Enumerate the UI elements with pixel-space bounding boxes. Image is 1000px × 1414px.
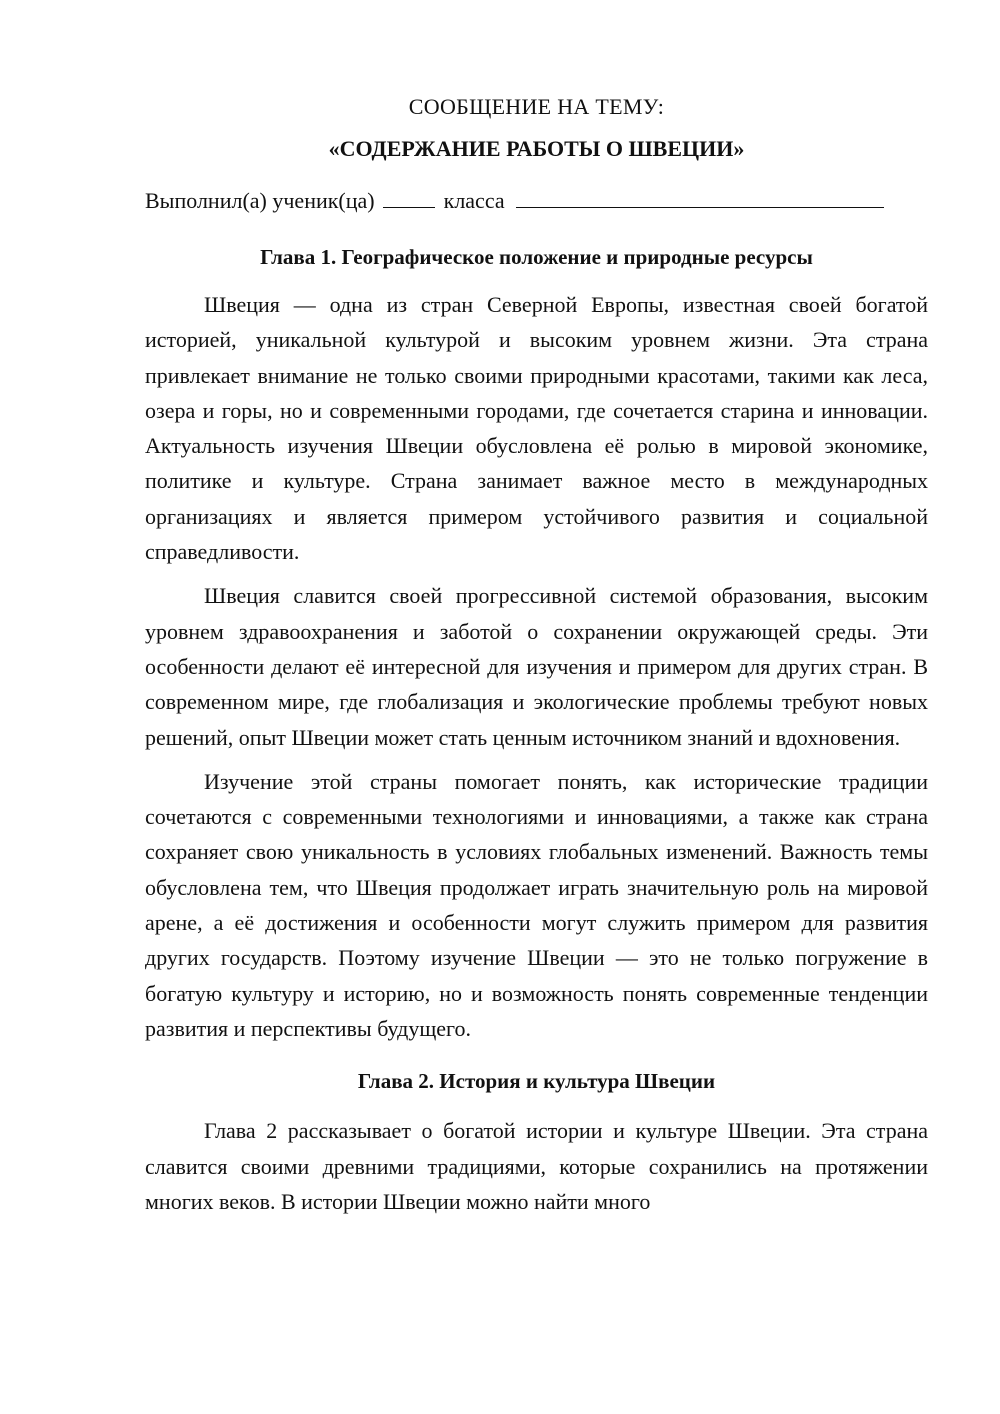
chapter-1-paragraph-3: Изучение этой страны помогает понять, как исторические традиции сочетаются с современными технологиями и инновациями, а также как страна сохраняет свою уникальность в условиях глобальных изменений. Важность темы обусловлена тем, что Швеция продолжает играть значительную роль на мировой арене, а её достижения и особенности могут служить примером для развития других государств. Поэтому изучение Швеции — это не только погружение в богатую культуру и историю, но и возможность понять современные тенденции развития и перспективы будущего. xyxy=(145,768,928,1041)
chapter-1-heading: Глава 1. Географическое положение и природные ресурсы xyxy=(260,245,813,269)
signature-line xyxy=(145,186,928,216)
student-name-blank xyxy=(516,187,884,208)
signature-middle: класса xyxy=(443,188,505,213)
document-page xyxy=(145,92,928,1219)
chapter-1-paragraph-1: Швеция — одна из стран Северной Европы, известная своей богатой историей, уникальной культурой и высоким уровнем жизни. Эта страна привлекает внимание не только своими природными красотами, такими как леса, озера и горы, но и современными городами, где сочетается старина и инновации. Актуальность изучения Швеции обусловлена её ролью в мировой экономике, политике и культуре. Страна занимает важное место в международных организациях и является примером устойчивого развития и социальной справедливости. xyxy=(145,292,928,565)
chapter-2-paragraph-1: Глава 2 рассказывает о богатой истории и культуре Швеции. Эта страна славится своими древними традициями, которые сохранились на протяжении многих веков. В истории Швеции можно найти много xyxy=(145,1118,928,1214)
document-title-line-1: СООБЩЕНИЕ НА ТЕМУ: xyxy=(408,94,665,119)
document-title-line-2: «СОДЕРЖАНИЕ РАБОТЫ О ШВЕЦИИ» xyxy=(328,136,745,161)
class-number-blank xyxy=(383,187,435,208)
chapter-1-paragraph-2: Швеция славится своей прогрессивной системой образования, высоким уровнем здравоохранения и заботой о сохранении окружающей среды. Эти особенности делают её интересной для изучения и примером для других стран. В современном мире, где глобализация и экологические проблемы требуют новых решений, опыт Швеции может стать ценным источником знаний и вдохновения. xyxy=(145,583,928,750)
signature-prefix: Выполнил(а) ученик(ца) xyxy=(145,188,375,213)
chapter-2-heading: Глава 2. История и культура Швеции xyxy=(357,1069,716,1094)
